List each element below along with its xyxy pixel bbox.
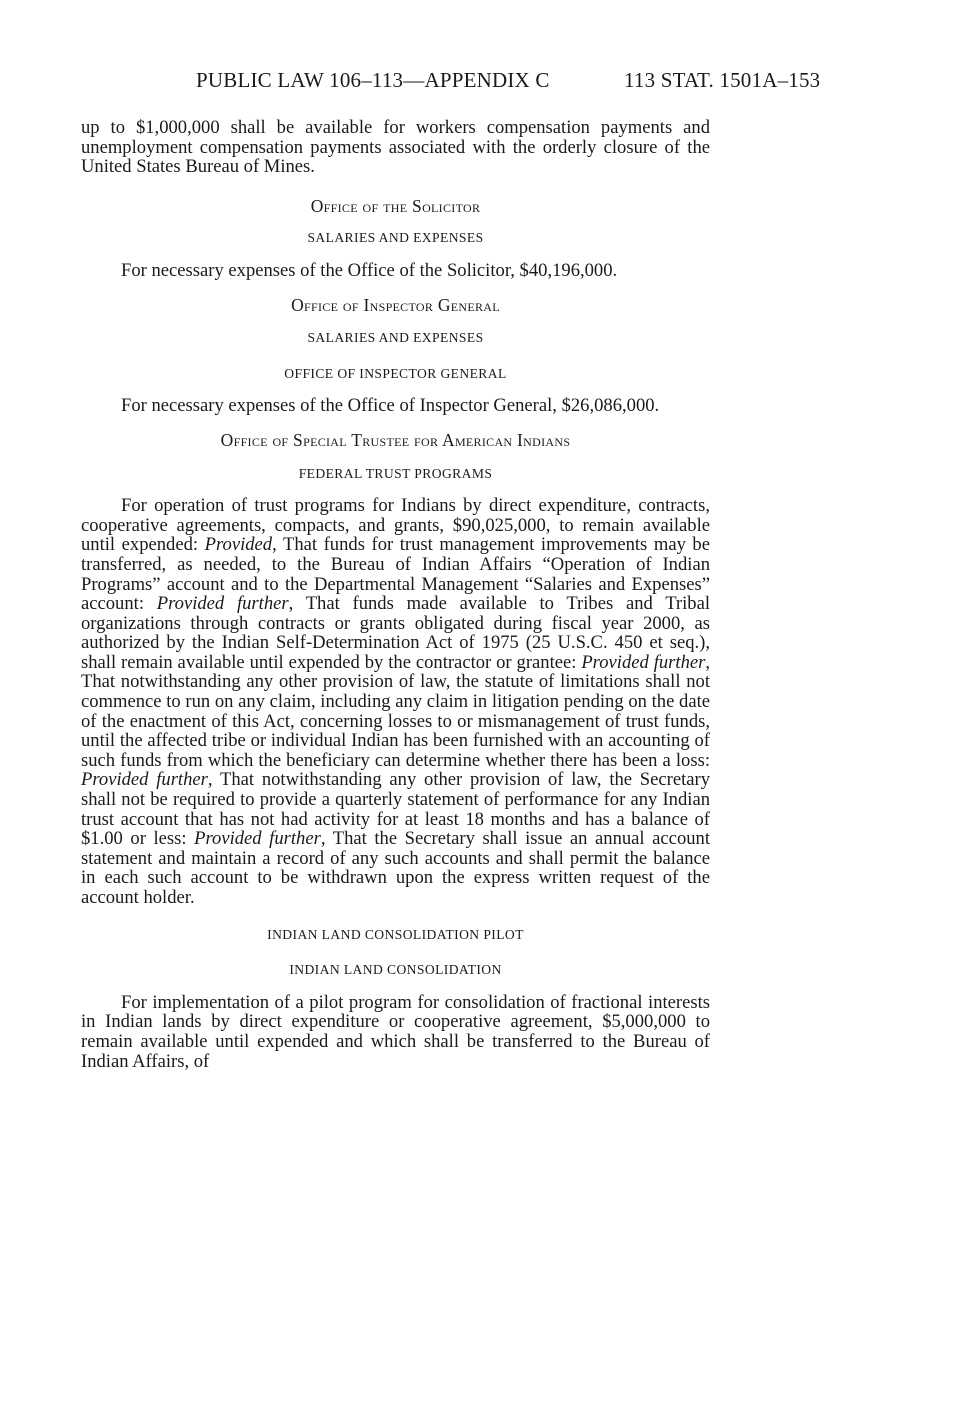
proviso-4: Provided further (81, 769, 208, 791)
trust-text-2: , That funds for trust management improvements may be transferred, as needed, to the Bureau of Indian Affairs “Operation of Indian Programs” account and to the Departmental Management “Salaries and Expenses” account: (81, 534, 710, 615)
subheading-salaries-inspector: SALARIES AND EXPENSES (307, 330, 484, 346)
proviso-3: Provided further (581, 651, 706, 673)
land-consolidation-paragraph: For implementation of a pilot program for consolidation of fractional interests in Indian lands by direct expenditure or cooperative agreement, $5,000,000 to remain available until expended and which shall be transferred to the Bureau of Indian Affairs, of (81, 991, 710, 1072)
subheading-office-inspector: OFFICE OF INSPECTOR GENERAL (284, 365, 507, 381)
trust-text-1: For operation of trust programs for Indians by direct expenditure, contracts, cooperative agreements, compacts, and grants, $90,025,000, to remain available until expended: (81, 495, 710, 556)
section-heading-special-trustee: Office of Special Trustee for American Indians (220, 429, 571, 450)
trust-text-4: , That notwithstanding any other provision of law, the statute of limitations shall not commence to run on any claim, including any claim in litigation pending on the date of the enactment of this Act, concerning losses to or mismanagement of trust funds, until the affected tribe or individual Indian has been furnished with an accounting of such funds from which the beneficiary can determine whether there has been a loss: (81, 651, 711, 771)
proviso-2: Provided further (156, 593, 289, 615)
solicitor-paragraph: For necessary expenses of the Office of the Solicitor, $40,196,000. (121, 259, 618, 281)
inspector-paragraph: For necessary expenses of the Office of Inspector General, $26,086,000. (121, 395, 660, 417)
section-heading-inspector-general: Office of Inspector General (291, 294, 500, 315)
subheading-salaries-solicitor: SALARIES AND EXPENSES (307, 230, 484, 246)
document-body (81, 118, 710, 1071)
trust-text-3: , That funds made available to Tribes and Tribal organizations through contracts or grants obligated during fiscal year 2000, as authorized by the Indian Self-Determination Act of 1975 (25 U.S.C. 450 et seq.), shall remain available until expended by the contractor or grantee: (81, 593, 710, 673)
running-head (0, 68, 955, 98)
subheading-land-consolidation: INDIAN LAND CONSOLIDATION (289, 962, 502, 978)
subheading-federal-trust-programs: FEDERAL TRUST PROGRAMS (298, 465, 493, 481)
trust-programs-paragraph (81, 496, 710, 907)
statute-citation: 113 STAT. 1501A–153 (624, 68, 821, 92)
proviso-1: Provided (204, 534, 273, 556)
trust-text-6: , That the Secretary shall issue an annual account statement and maintain a record of any such accounts and shall permit the balance in each such account to be withdrawn upon the express written request of the account holder. (81, 828, 710, 908)
trust-text-5: , That notwithstanding any other provision of law, the Secretary shall not be required to provide a quarterly statement of performance for any Indian trust account that has not had activity for at least 18 months and has a balance of $1.00 or less: (81, 769, 711, 850)
section-heading-solicitor: Office of the Solicitor (310, 195, 481, 216)
continued-paragraph: up to $1,000,000 shall be available for workers compensation payments and unemployment compensation payments associated with the orderly closure of the United States Bureau of Mines. (81, 117, 710, 178)
proviso-5: Provided further (194, 828, 321, 850)
public-law-title: PUBLIC LAW 106–113—APPENDIX C (196, 68, 550, 92)
subheading-land-consolidation-pilot: INDIAN LAND CONSOLIDATION PILOT (267, 926, 524, 942)
